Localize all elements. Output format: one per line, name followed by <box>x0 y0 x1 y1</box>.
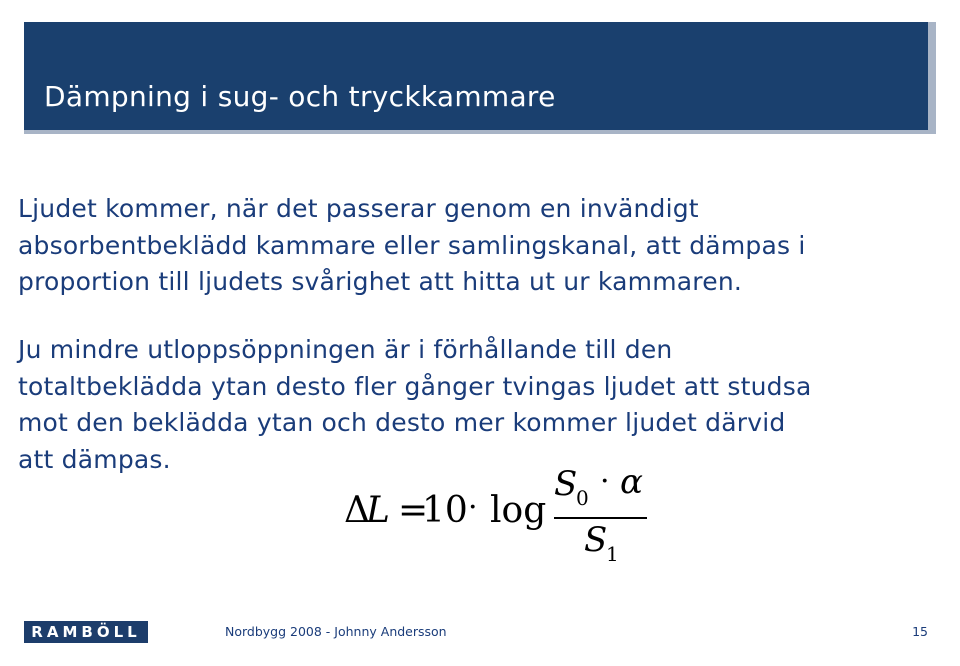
paragraph-2-line: totaltbeklädda ytan desto fler gånger tvingas ljudet att studsa <box>18 371 812 401</box>
paragraph-2 <box>18 332 812 478</box>
formula-log: log <box>490 490 547 531</box>
formula-dot: · <box>468 490 478 525</box>
formula-numerator-symbol: S <box>554 464 578 504</box>
damping-formula <box>330 462 660 570</box>
page-number: 15 <box>912 624 928 639</box>
formula-numerator-factor: α <box>620 462 643 502</box>
formula-numerator-dot: · <box>600 464 610 499</box>
paragraph-1-line: Ljudet kommer, när det passerar genom en invändigt <box>18 194 699 223</box>
formula-delta: Δ <box>344 490 370 531</box>
formula-fraction-line <box>554 517 647 519</box>
title-bar <box>24 22 936 134</box>
footer-text: Nordbygg 2008 - Johnny Andersson <box>225 624 447 639</box>
paragraph-2-line: mot den beklädda ytan och desto mer kommer ljudet därvid <box>18 408 786 437</box>
formula-numerator-subscript: 0 <box>576 486 589 510</box>
formula-lhs: L <box>366 490 390 531</box>
paragraph-1-line: absorbentbeklädd kammare eller samlingskanal, att dämpas i <box>18 230 806 260</box>
formula-coefficient: 10 <box>422 490 468 531</box>
paragraph-1-line: proportion till ljudets svårighet att hitta ut ur kammaren. <box>18 267 743 296</box>
paragraph-1 <box>18 191 806 301</box>
formula-denominator-subscript: 1 <box>606 542 619 566</box>
ramboll-logo: RAMBÖLL <box>24 621 148 643</box>
formula-equals: = <box>398 490 429 531</box>
slide-title: Dämpning i sug- och tryckkammare <box>44 80 556 113</box>
paragraph-2-line: Ju mindre utloppsöppningen är i förhållande till den <box>18 335 673 364</box>
paragraph-2-line: att dämpas. <box>18 444 171 474</box>
formula-denominator-symbol: S <box>584 520 608 560</box>
